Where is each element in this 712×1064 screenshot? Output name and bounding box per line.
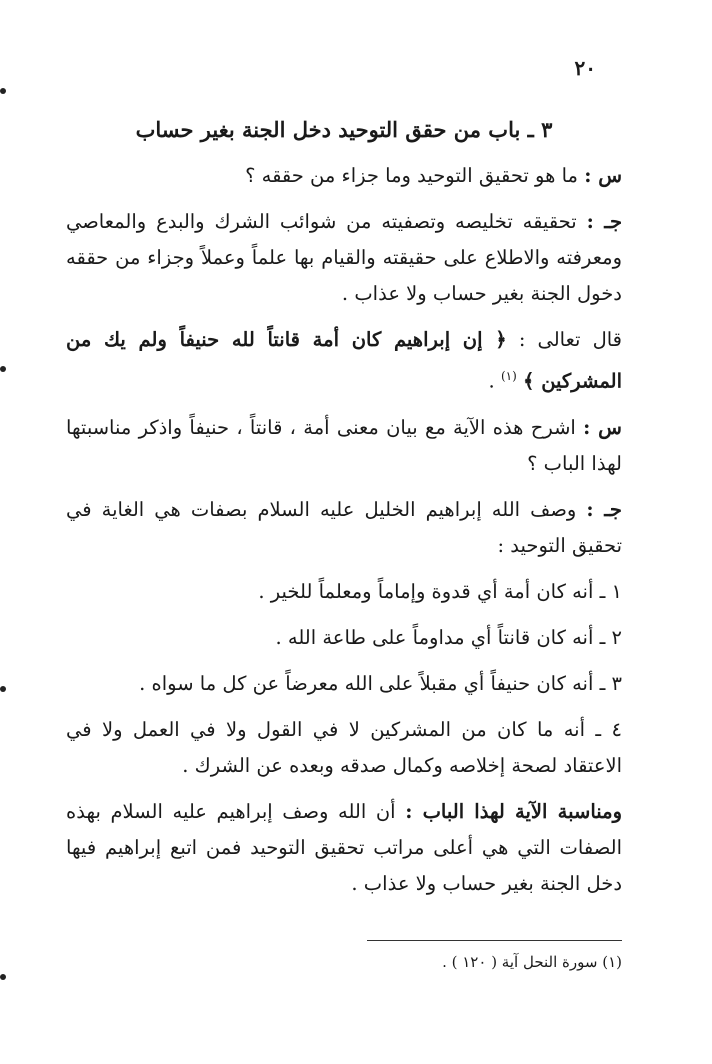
- list-item: [66, 574, 622, 610]
- item-number: ٤ ـ: [595, 717, 622, 741]
- scan-edge-mark: [0, 686, 6, 692]
- answer-1: [66, 204, 622, 312]
- list-item: [66, 712, 622, 784]
- item-number: ٣ ـ: [599, 671, 622, 695]
- answer-label: جـ :: [586, 497, 622, 521]
- question-2: [66, 410, 622, 482]
- scan-edge-mark: [0, 974, 6, 980]
- relevance-label: ومناسبة الآية لهذا الباب :: [405, 799, 623, 823]
- scan-edge-mark: [0, 366, 6, 372]
- item-text: أنه ما كان من المشركين لا في القول ولا في العمل ولا في الاعتقاد لصحة إخلاصه وكمال صدقه وبعده عن الشرك .: [66, 717, 622, 777]
- answer-2: [66, 492, 622, 564]
- question-label: س :: [583, 415, 622, 439]
- list-item: [66, 666, 622, 702]
- verse-paragraph: [66, 322, 622, 400]
- item-text: أنه كان أمة أي قدوة وإماماً ومعلماً للخير .: [258, 579, 594, 603]
- item-number: ١ ـ: [599, 579, 622, 603]
- page-number: ٢٠: [574, 56, 596, 80]
- answer-text: تحقيقه تخليصه وتصفيته من شوائب الشرك والبدع والمعاصي ومعرفته والاطلاع على حقيقته والقيام بها علماً وعملاً وجزاء من حققه دخول الجنة بغير حساب ولا عذاب .: [66, 210, 622, 305]
- scan-edge-mark: [0, 88, 6, 94]
- question-text: اشرح هذه الآية مع بيان معنى أمة ، قانتاً ، حنيفاً واذكر مناسبتها لهذا الباب ؟: [66, 415, 622, 475]
- verse-intro: قال تعالى :: [518, 328, 623, 351]
- verse-text: ﴿ إن إبراهيم كان أمة قانتاً لله حنيفاً ولم يك من المشركين ﴾: [66, 328, 622, 393]
- item-text: أنه كان حنيفاً أي مقبلاً على الله معرضاً عن كل ما سواه .: [139, 671, 594, 695]
- answer-label: جـ :: [586, 210, 622, 233]
- answer-text: وصف الله إبراهيم الخليل عليه السلام بصفات هي الغاية في تحقيق التوحيد :: [66, 497, 622, 557]
- verse-end: .: [488, 369, 501, 393]
- question-label: س :: [584, 164, 622, 187]
- relevance-paragraph: [66, 794, 622, 902]
- question-text: ما هو تحقيق التوحيد وما جزاء من حققه ؟: [245, 164, 578, 187]
- list-item: [66, 620, 622, 656]
- footnote-divider: [367, 940, 622, 941]
- relevance-text: أن الله وصف إبراهيم عليه السلام بهذه الصفات التي هي أعلى مراتب تحقيق التوحيد فمن اتبع إبراهيم فيها دخل الجنة بغير حساب ولا عذاب .: [66, 799, 622, 895]
- page-content: [66, 112, 622, 912]
- chapter-heading: ٣ ـ باب من حقق التوحيد دخل الجنة بغير حساب: [135, 117, 553, 142]
- footnote-ref: (١): [500, 369, 517, 383]
- question-1: [66, 158, 622, 194]
- footnote: (١) سورة النحل آية ( ١٢٠ ) .: [442, 953, 622, 971]
- item-text: أنه كان قانتاً أي مداوماً على طاعة الله .: [275, 625, 594, 649]
- item-number: ٢ ـ: [599, 625, 622, 649]
